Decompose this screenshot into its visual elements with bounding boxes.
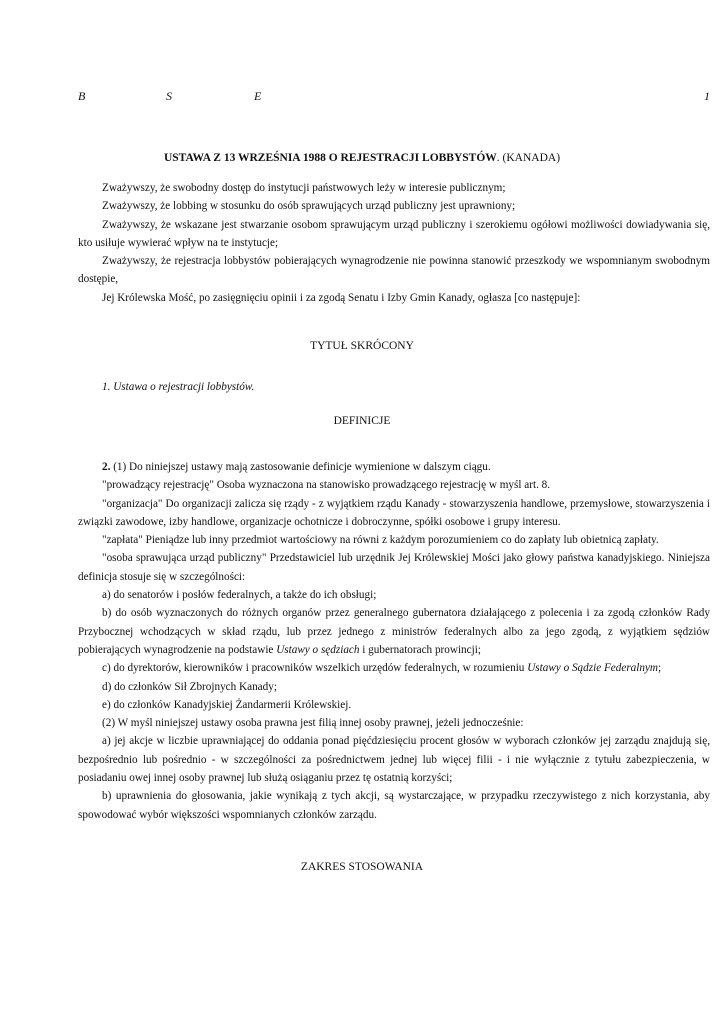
list-item xyxy=(78,659,710,677)
act-title: Ustawy o Sądzie Federalnym xyxy=(527,662,659,675)
definitions-body xyxy=(78,458,710,824)
list-item-text: c) do dyrektorów, kierowników i pracowników wszelkich urzędów federalnych, w rozumieniu xyxy=(102,662,528,675)
section-heading-definitions: DEFINICJE xyxy=(333,415,391,427)
preamble-paragraph: Zważywszy, że wskazane jest stwarzanie osobom sprawującym urząd publiczny i szerokiemu ogółowi możliwości dowiadywania się, kto usiłuje wywierać wpływ na te instytucje; xyxy=(78,218,710,249)
title-main: USTAWA Z 13 WRZEŚNIA 1988 O REJESTRACJI LOBBYSTÓW xyxy=(163,152,497,164)
preamble-paragraph: Zważywszy, że lobbing w stosunku do osób sprawujących urząd publiczny jest uprawniony; xyxy=(102,200,516,213)
definition: "prowadzący rejestrację" Osoba wyznaczona na stanowisko prowadzącego rejestrację w myśl art. 8. xyxy=(102,479,551,492)
list-item-text: i gubernatorach prowincji; xyxy=(359,643,481,656)
list-item: e) do członków Kanadyjskiej Żandarmerii Królewskiej. xyxy=(102,698,352,711)
preamble-paragraph: Jej Królewska Mość, po zasięgnięciu opinii i za zgodą Senatu i Izby Gmin Kanady, ogłasza [co następuje]: xyxy=(102,291,581,304)
act-title: Ustawy o sędziach xyxy=(276,643,360,656)
definition: "organizacja" Do organizacji zalicza się rządy - z wyjątkiem rządu Kanady - stowarzyszenia handlowe, przemysłowe, stowarzyszenia i związki zawodowe, izby handlowe, organizacje ochotnicze i dobroczynne, spółki osobowe i grupy interesu. xyxy=(78,497,710,528)
definition: "osoba sprawująca urząd publiczny" Przedstawiciel lub urzędnik Jej Królewskiej Mości jako głowy państwa kanadyjskiego. Niniejsza definicja stosuje się w szczególności: xyxy=(78,552,710,583)
preamble xyxy=(78,179,710,307)
header-letter-e: E xyxy=(254,89,262,103)
header-letter-s: S xyxy=(166,89,172,103)
preamble-paragraph: Zważywszy, że swobodny dostęp do instytucji państwowych leży w interesie publicznym; xyxy=(102,182,506,194)
section-short-title-body xyxy=(78,378,710,396)
definition: "zapłata" Pieniądze lub inny przedmiot wartościowy na równi z każdym porozumieniem co do zapłaty lub obietnicą zapłaty. xyxy=(102,534,659,547)
article-number: 2. xyxy=(102,461,111,473)
document-title xyxy=(0,152,724,164)
article-intro-text: (1) Do niniejszej ustawy mają zastosowanie definicje wymienione w dalszym ciągu. xyxy=(110,461,491,473)
section-heading-scope: ZAKRES STOSOWANIA xyxy=(300,861,424,873)
list-item: a) do senatorów i posłów federalnych, a także do ich obsługi; xyxy=(102,589,377,602)
article-2-intro xyxy=(78,458,710,476)
preamble-paragraph: Zważywszy, że rejestracja lobbystów pobierających wynagrodzenie nie powinna stanowić przeszkody we wspomnianym swobodnym dostępie, xyxy=(78,255,710,286)
header-letter-b: B xyxy=(78,89,86,103)
title-country: . (KANADA) xyxy=(496,152,561,164)
list-item: d) do członków Sił Zbrojnych Kanady; xyxy=(102,680,277,693)
list-item-text: ; xyxy=(658,662,662,675)
page-number: 1 xyxy=(704,89,710,103)
section-heading-short-title: TYTUŁ SKRÓCONY xyxy=(310,340,414,352)
paragraph: (2) W myśl niniejszej ustawy osoba prawna jest filią innej osoby prawnej, jeżeli jednocześnie: xyxy=(102,717,524,730)
list-item xyxy=(78,604,710,659)
article-1: 1. Ustawa o rejestracji lobbystów. xyxy=(102,381,255,393)
list-item: a) jej akcje w liczbie uprawniającej do oddania ponad pięćdziesięciu procent głosów w wyborach członków jej zarządu znajdują się, bezpośrednio lub pośrednio - w szczególności za pośrednictwem jednej lub więcej filii - i nie wyłącznie z tytułu zabezpieczenia, w posiadaniu owej innej osoby prawnej lub służą osiąganiu przez tę ostatnią korzyści; xyxy=(78,735,710,785)
list-item: b) uprawnienia do głosowania, jakie wynikają z tych akcji, są wystarczające, w przypadku rzeczywistego z nich korzystania, aby spowodować wybór większości wspomnianych członków zarządu. xyxy=(78,790,710,821)
list-item-text: b) do osób wyznaczonych do różnych organów przez generalnego gubernatora działającego z polecenia i za zgodą członków Rady Przybocznej wchodzących w skład rządu, lub przez jednego z ministrów federalnych albo za jego zgodą, z wyjątkiem sędziów pobierających wynagrodzenie na podstawie xyxy=(78,607,710,656)
